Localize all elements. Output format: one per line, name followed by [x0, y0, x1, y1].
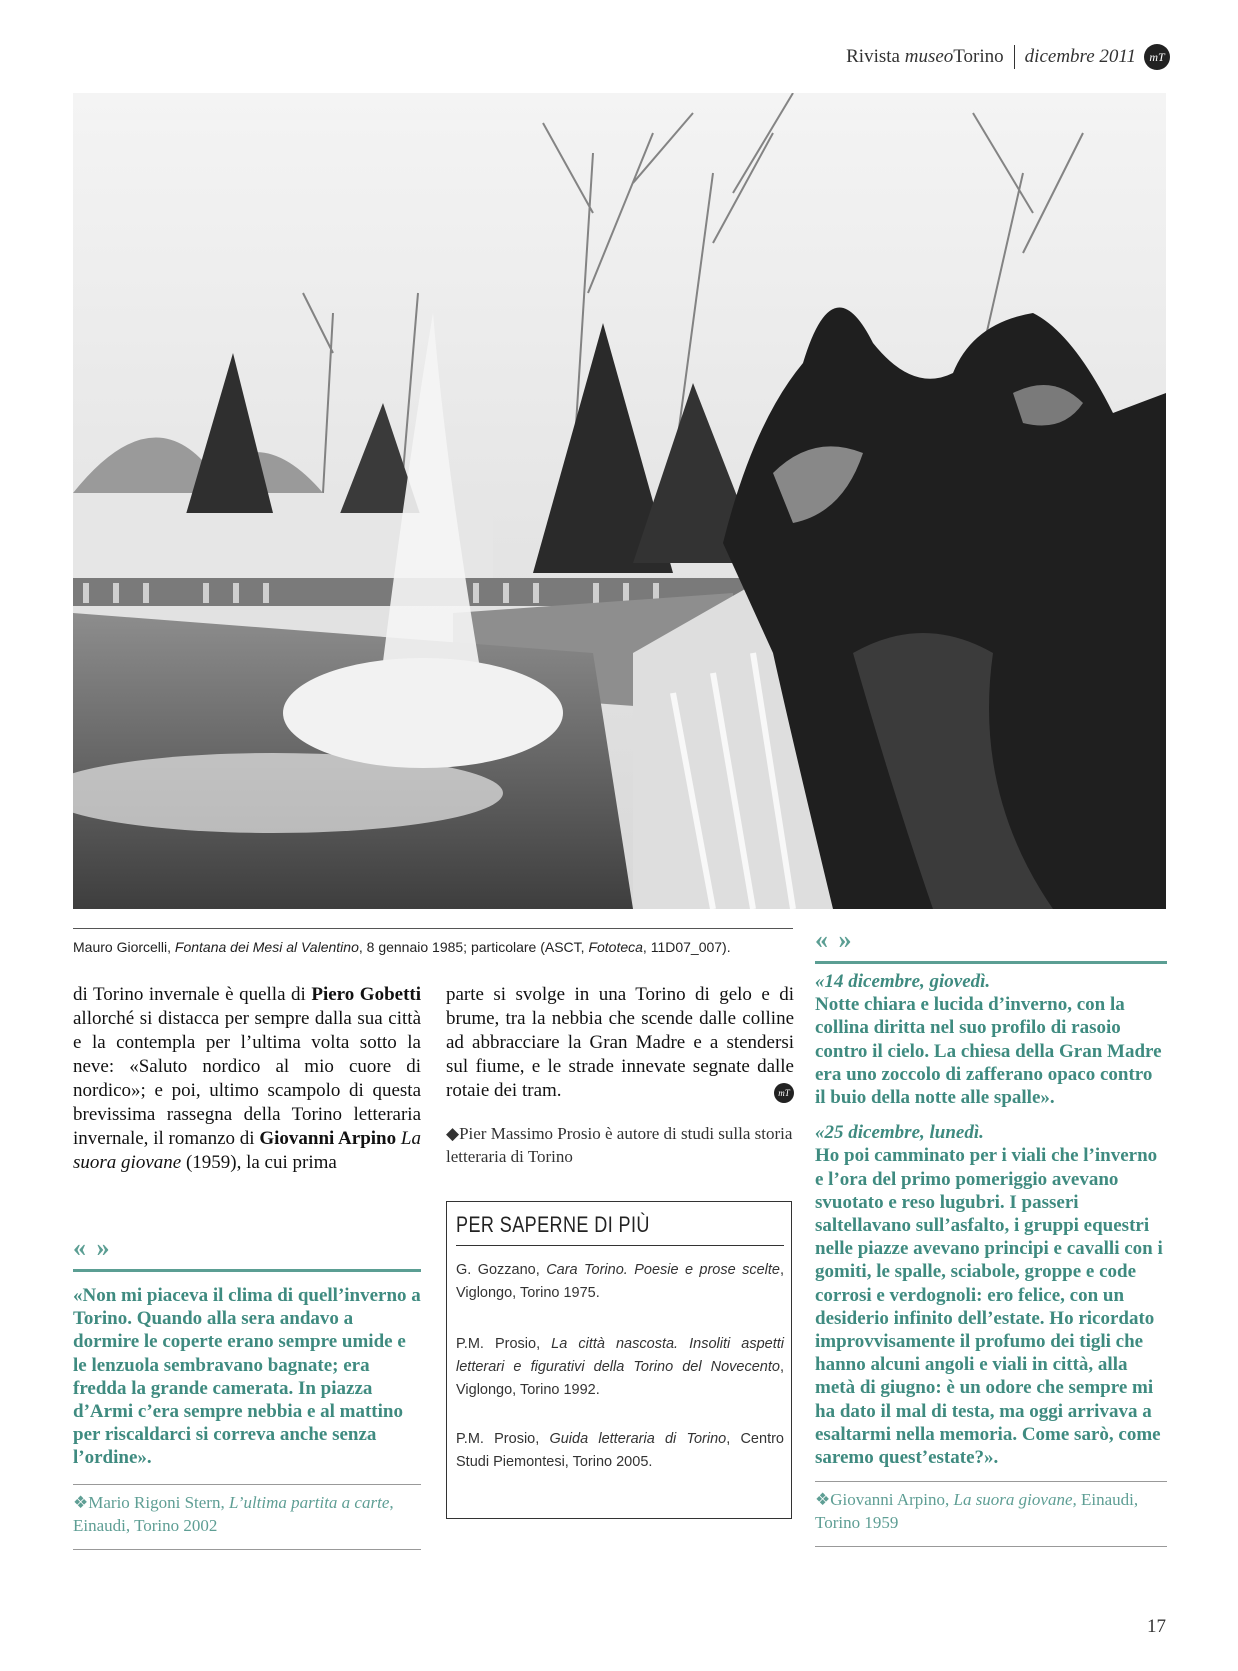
magazine-torino: Torino	[953, 46, 1004, 67]
reference-author: P.M. Prosio,	[456, 1431, 550, 1447]
col1-text-2: allorché si distacca per sempre dalla sua città e la contempla per l’ultima volta sotto la neve: «Saluto nordico al mio cuore di nordico»; e poi, ultimo scampolo di questa brevissima rassegna della Torino letteraria invernale, il romanzo di	[73, 1008, 421, 1149]
magazine-name	[846, 46, 1004, 68]
reference-title: Cara Torino. Poesie e prose scelte	[546, 1262, 780, 1278]
magazine-museo: museo	[904, 46, 954, 67]
caption-archive: Fototeca	[588, 939, 643, 955]
author-note: ◆Pier Massimo Prosio è autore di studi sulla storia letteraria di Torino	[446, 1124, 793, 1166]
source-rule-bottom	[815, 1546, 1167, 1547]
museotorino-logo: mT	[1144, 44, 1170, 70]
header-divider	[1014, 45, 1015, 69]
diary-entry-2	[815, 1121, 1167, 1469]
quote-source	[815, 1488, 1167, 1534]
quote-marks: « »	[815, 925, 854, 954]
issue-date: dicembre 2011	[1024, 46, 1136, 67]
source-author: ❖Mario Rigoni Stern,	[73, 1492, 229, 1512]
reference-title: Guida letteraria di Torino	[549, 1431, 727, 1447]
running-header	[846, 44, 1170, 70]
page-number: 17	[1147, 1616, 1166, 1637]
diary-date-2: «25 dicembre, lunedì.	[815, 1122, 984, 1144]
diary-entry-1	[815, 970, 1167, 1109]
source-author: ❖Giovanni Arpino,	[815, 1490, 954, 1510]
col1-text-3: (1959), la cui prima	[181, 1152, 337, 1173]
reference-item	[456, 1428, 784, 1474]
novel-title: La suora giovane	[73, 1128, 421, 1173]
further-reading-box	[446, 1201, 792, 1519]
fountain-photo	[73, 93, 1166, 909]
diary-text-2: Ho poi camminato per i viali che l’inverno e l’ora del primo pomeriggio avevano svuotato e reso lugubri. I passeri saltellavano sull’asfalto, i gruppi equestri nelle piazze avevano principi e cavalli con i gomiti, le spalle, sciabole, groppe e code corrosi e verdognoli: ero felice, con un desiderio infinito dell’estate. Ho ricordato improvvisamente il profumo dei tigli che hanno alcuni angoli e viali in città, alla metà di giugno: è un odore che sempre mi ha dato il mal di testa, ma oggi arrivava a esaltarmi nella memoria. Come sarò, come saremo quest’estate?».	[815, 1145, 1163, 1469]
reference-author: P.M. Prosio,	[456, 1336, 552, 1352]
quote-left	[73, 1233, 421, 1550]
source-rule-top	[73, 1484, 421, 1485]
box-rule	[456, 1245, 784, 1246]
col1-text-1: di Torino invernale è quella di	[73, 984, 312, 1005]
reference-item	[456, 1333, 784, 1402]
source-publisher: Einaudi, Torino 1959	[815, 1490, 1139, 1533]
end-mark-logo: mT	[774, 1083, 794, 1103]
reference-publisher: , Viglongo, Torino 1992.	[456, 1359, 784, 1398]
reference-author: G. Gozzano,	[456, 1262, 547, 1278]
diary-date-1: «14 dicembre, giovedì.	[815, 971, 991, 992]
diary-text-1: Notte chiara e lucida d’inverno, con la collina diritta nel suo profilo di rasoio contro il cielo. La chiesa della Gran Madre era uno zoccolo di zafferano opaco contro il buio della notte alle spalle».	[815, 994, 1162, 1109]
quote-right	[815, 925, 1167, 1547]
source-title: La suora giovane,	[953, 1490, 1077, 1510]
box-title: PER SAPERNE DI PIÙ	[456, 1212, 650, 1237]
quote-source	[73, 1491, 421, 1537]
reference-title: La città nascosta. Insoliti aspetti letterari e figurativi della Torino del Novecento	[456, 1336, 784, 1375]
quote-marks: « »	[73, 1233, 112, 1262]
magazine-prefix: Rivista	[846, 46, 900, 67]
caption-code: , 11D07_007).	[642, 939, 731, 955]
source-rule-top	[815, 1481, 1167, 1482]
source-title: L’ultima partita a carte	[228, 1492, 390, 1512]
name-giovanni-arpino: Giovanni Arpino	[259, 1128, 397, 1149]
caption-author: Mauro Giorcelli,	[73, 939, 175, 955]
reference-publisher: , Centro Studi Piemontesi, Torino 2005.	[456, 1431, 784, 1470]
fountain-photo-icon	[73, 93, 1166, 909]
article-column-2	[446, 983, 794, 1103]
quote-text: «Non mi piaceva il clima di quell’inverno a Torino. Quando alla sera andavo a dormire le coperte erano sempre umide e le lenzuola sembravano bagnate; era fredda la grande camerata. In piazza d’Armi c’era sempre nebbia e al mattino per riscaldarci si correva anche senza l’ordine».	[73, 1285, 421, 1469]
quote-rule	[815, 961, 1167, 964]
article-column-1	[73, 983, 421, 1175]
caption-details: , 8 gennaio 1985; particolare (ASCT,	[358, 939, 589, 955]
name-piero-gobetti: Piero Gobetti	[311, 984, 421, 1005]
reference-publisher: , Viglongo, Torino 1975.	[456, 1262, 785, 1301]
caption-title: Fontana dei Mesi al Valentino	[174, 939, 359, 955]
source-rule-bottom	[73, 1549, 421, 1550]
quote-rule	[73, 1269, 421, 1272]
source-publisher: , Einaudi, Torino 2002	[73, 1492, 394, 1535]
reference-item	[456, 1259, 784, 1305]
col2-text: parte si svolge in una Torino di gelo e di brume, tra la nebbia che scende dalle colline ad abbracciare la Gran Madre e a stendersi sul fiume, e le strade innevate segnate dalle rotaie dei tram.	[446, 984, 794, 1101]
photo-caption	[73, 928, 793, 955]
